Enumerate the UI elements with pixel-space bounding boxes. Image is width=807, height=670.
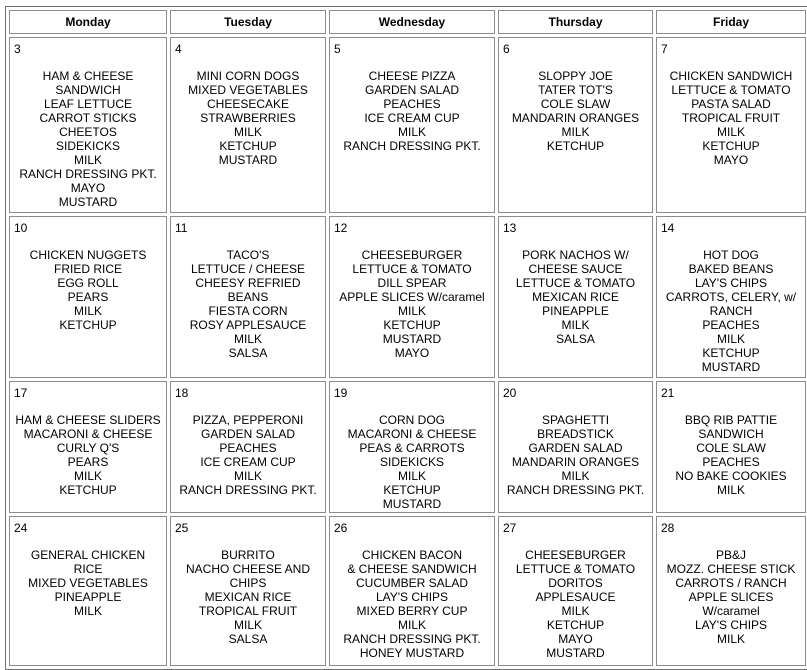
day-cell-wednesday: [329, 381, 495, 513]
menu-item: GARDEN SALAD: [528, 441, 623, 455]
menu-item: KETCHUP: [702, 139, 760, 153]
week-row: [9, 216, 806, 378]
menu-items: [499, 248, 652, 346]
menu-item: MEXICAN RICE: [204, 590, 292, 604]
menu-item: SIDEKICKS: [55, 139, 121, 153]
menu-item: BEANS: [227, 290, 269, 304]
menu-item: MUSTARD: [218, 153, 278, 167]
menu-item: PEACHES: [219, 441, 277, 455]
menu-item: MILK: [233, 332, 262, 346]
date-number: 25: [175, 521, 189, 535]
date-number: 18: [175, 386, 189, 400]
menu-items: [330, 413, 494, 511]
menu-item: MILK: [233, 618, 262, 632]
menu-item: KETCHUP: [219, 139, 277, 153]
date-number: 19: [334, 386, 348, 400]
day-cell-wednesday: [329, 37, 495, 213]
day-cell-monday: [9, 516, 167, 666]
menu-item: GENERAL CHICKEN: [30, 548, 146, 562]
day-header-thursday: Thursday: [498, 10, 653, 34]
menu-item: MAYO: [394, 346, 430, 360]
menu-item: MIXED VEGETABLES: [188, 83, 308, 97]
menu-item: MUSTARD: [546, 646, 605, 660]
menu-item: RANCH DRESSING PKT.: [179, 483, 317, 497]
menu-item: MAYO: [70, 181, 106, 195]
menu-item: SALSA: [228, 346, 268, 360]
menu-item: KETCHUP: [59, 318, 117, 332]
menu-item: PEACHES: [383, 97, 441, 111]
menu-item: MILK: [73, 469, 102, 483]
menu-item: MUSTARD: [58, 195, 118, 209]
menu-item: MANDARIN ORANGES: [511, 111, 640, 125]
week-row: [9, 381, 806, 513]
menu-item: PEARS: [67, 290, 109, 304]
menu-item: CHEESECAKE: [206, 97, 290, 111]
menu-item: MILK: [397, 618, 426, 632]
menu-item: SPAGHETTI: [541, 413, 610, 427]
day-cell-thursday: [498, 381, 653, 513]
menu-item: KETCHUP: [546, 139, 605, 153]
menu-item: & CHEESE SANDWICH: [347, 562, 477, 576]
day-header-monday: Monday: [9, 10, 167, 34]
menu-item: TROPICAL FRUIT: [198, 604, 298, 618]
menu-item: PASTA SALAD: [691, 97, 771, 111]
menu-item: CUCUMBER SALAD: [355, 576, 469, 590]
menu-item: MILK: [716, 332, 745, 346]
menu-item: LETTUCE & TOMATO: [671, 83, 791, 97]
menu-items: [330, 548, 494, 660]
date-number: 10: [14, 221, 28, 235]
date-number: 6: [503, 42, 510, 56]
menu-item: LAY'S CHIPS: [694, 618, 768, 632]
menu-item: PEAS & CARROTS: [359, 441, 465, 455]
day-cell-thursday: [498, 37, 653, 213]
menu-item: BURRITO: [221, 548, 275, 562]
menu-items: [657, 413, 805, 497]
menu-items: [10, 413, 166, 497]
menu-item: MUSTARD: [382, 332, 442, 346]
menu-item: MILK: [561, 469, 590, 483]
menu-item: MILK: [716, 632, 745, 646]
lunch-menu-calendar: [5, 6, 807, 670]
day-cell-thursday: [498, 216, 653, 378]
menu-item: HAM & CHEESE: [42, 69, 134, 83]
menu-item: FRIED RICE: [53, 262, 122, 276]
day-cell-tuesday: [170, 216, 326, 378]
menu-items: [330, 69, 494, 153]
menu-item: MACARONI & CHEESE: [23, 427, 153, 441]
menu-item: APPLE SLICES W/caramel: [339, 290, 485, 304]
menu-items: [171, 248, 325, 360]
day-cell-thursday: [498, 516, 653, 666]
menu-item: SALSA: [556, 332, 595, 346]
date-number: 14: [661, 221, 675, 235]
menu-item: MOZZ. CHEESE STICK: [666, 562, 796, 576]
menu-item: KETCHUP: [59, 483, 117, 497]
menu-item: MILK: [561, 604, 590, 618]
menu-item: HAM & CHEESE SLIDERS: [15, 413, 161, 427]
menu-item: SALSA: [228, 632, 268, 646]
date-number: 12: [334, 221, 348, 235]
menu-item: STRAWBERRIES: [200, 111, 296, 125]
menu-item: MEXICAN RICE: [532, 290, 619, 304]
menu-item: APPLESAUCE: [535, 590, 616, 604]
menu-item: BBQ RIB PATTIE: [684, 413, 778, 427]
menu-item: MILK: [397, 469, 426, 483]
day-cell-wednesday: [329, 516, 495, 666]
menu-item: APPLE SLICES: [688, 590, 774, 604]
menu-item: MILK: [561, 318, 590, 332]
date-number: 26: [334, 521, 348, 535]
menu-item: PINEAPPLE: [542, 304, 609, 318]
menu-item: CARROTS, CELERY, w/: [665, 290, 797, 304]
menu-item: MILK: [561, 125, 590, 139]
weekday-header-row: [9, 10, 806, 34]
menu-item: CHEETOS: [59, 125, 117, 139]
menu-item: CHEESE PIZZA: [368, 69, 456, 83]
menu-item: MIXED BERRY CUP: [356, 604, 468, 618]
menu-items: [10, 69, 166, 209]
menu-item: BREADSTICK: [537, 427, 614, 441]
menu-item: MANDARIN ORANGES: [511, 455, 640, 469]
date-number: 27: [503, 521, 517, 535]
menu-items: [657, 69, 805, 167]
menu-item: MACARONI & CHEESE: [347, 427, 477, 441]
menu-items: [499, 69, 652, 153]
date-number: 3: [14, 42, 21, 56]
menu-item: EGG ROLL: [57, 276, 119, 290]
menu-item: RANCH DRESSING PKT.: [343, 632, 481, 646]
menu-item: NO BAKE COOKIES: [675, 469, 787, 483]
menu-item: SIDEKICKS: [379, 455, 445, 469]
menu-item: GARDEN SALAD: [364, 83, 460, 97]
menu-item: CURLY Q'S: [56, 441, 120, 455]
date-number: 13: [503, 221, 517, 235]
menu-item: MUSTARD: [701, 360, 761, 374]
menu-item: BAKED BEANS: [688, 262, 774, 276]
menu-item: CHEESEBURGER: [525, 548, 626, 562]
menu-item: KETCHUP: [702, 346, 760, 360]
menu-item: RANCH DRESSING PKT.: [343, 139, 481, 153]
date-number: 24: [14, 521, 28, 535]
menu-item: MILK: [233, 469, 262, 483]
date-number: 7: [661, 42, 668, 56]
day-cell-friday: [656, 516, 806, 666]
menu-item: KETCHUP: [383, 483, 441, 497]
menu-item: LETTUCE / CHEESE: [190, 262, 306, 276]
menu-item: MAYO: [558, 632, 593, 646]
day-cell-monday: [9, 381, 167, 513]
date-number: 5: [334, 42, 341, 56]
day-cell-friday: [656, 37, 806, 213]
menu-item: MIXED VEGETABLES: [28, 576, 148, 590]
menu-item: LAY'S CHIPS: [694, 276, 768, 290]
menu-item: SANDWICH: [55, 83, 121, 97]
day-cell-friday: [656, 381, 806, 513]
menu-item: MILK: [716, 125, 745, 139]
menu-item: PEACHES: [702, 455, 760, 469]
menu-item: RANCH: [709, 304, 753, 318]
menu-item: LETTUCE & TOMATO: [352, 262, 472, 276]
day-cell-monday: [9, 37, 167, 213]
menu-item: PORK NACHOS W/: [522, 248, 629, 262]
menu-item: CHEESE SAUCE: [528, 262, 623, 276]
date-number: 17: [14, 386, 28, 400]
menu-item: CHICKEN BACON: [361, 548, 462, 562]
menu-item: MUSTARD: [382, 497, 442, 511]
menu-items: [171, 69, 325, 167]
menu-item: MINI CORN DOGS: [196, 69, 300, 83]
menu-items: [657, 248, 805, 374]
menu-item: KETCHUP: [546, 618, 605, 632]
menu-item: MILK: [397, 304, 426, 318]
menu-item: PIZZA, PEPPERONI: [192, 413, 304, 427]
date-number: 4: [175, 42, 182, 56]
day-header-friday: Friday: [656, 10, 806, 34]
menu-item: GARDEN SALAD: [200, 427, 296, 441]
menu-item: CARROT STICKS: [39, 111, 137, 125]
menu-items: [657, 548, 805, 646]
menu-item: CHICKEN SANDWICH: [669, 69, 793, 83]
menu-item: COLE SLAW: [540, 97, 611, 111]
day-cell-tuesday: [170, 381, 326, 513]
date-number: 21: [661, 386, 675, 400]
date-number: 28: [661, 521, 675, 535]
menu-item: CHIPS: [229, 576, 267, 590]
day-cell-monday: [9, 216, 167, 378]
week-row: [9, 37, 806, 213]
menu-items: [171, 548, 325, 646]
day-header-tuesday: Tuesday: [170, 10, 326, 34]
day-cell-tuesday: [170, 37, 326, 213]
menu-item: DORITOS: [548, 576, 603, 590]
menu-item: LETTUCE & TOMATO: [515, 562, 636, 576]
menu-item: HONEY MUSTARD: [359, 646, 465, 660]
menu-item: RICE: [73, 562, 103, 576]
menu-item: MILK: [397, 125, 426, 139]
menu-item: MILK: [73, 604, 102, 618]
menu-item: CHEESY REFRIED: [195, 276, 301, 290]
menu-item: ICE CREAM CUP: [364, 111, 460, 125]
menu-item: ICE CREAM CUP: [200, 455, 296, 469]
menu-item: TATER TOT'S: [538, 83, 613, 97]
menu-item: CHICKEN NUGGETS: [29, 248, 147, 262]
menu-items: [330, 248, 494, 360]
menu-item: KETCHUP: [383, 318, 441, 332]
menu-item: MILK: [716, 483, 745, 497]
menu-item: MILK: [233, 125, 262, 139]
menu-item: PINEAPPLE: [54, 590, 122, 604]
menu-item: TROPICAL FRUIT: [681, 111, 781, 125]
menu-item: SANDWICH: [698, 427, 764, 441]
menu-item: COLE SLAW: [696, 441, 766, 455]
menu-item: CORN DOG: [379, 413, 445, 427]
menu-item: ROSY APPLESAUCE: [189, 318, 307, 332]
menu-item: MILK: [73, 153, 102, 167]
menu-items: [499, 413, 652, 497]
day-cell-friday: [656, 216, 806, 378]
menu-item: PEACHES: [702, 318, 760, 332]
week-row: [9, 516, 806, 666]
date-number: 11: [175, 221, 188, 235]
day-cell-tuesday: [170, 516, 326, 666]
menu-items: [499, 548, 652, 660]
day-header-wednesday: Wednesday: [329, 10, 495, 34]
menu-item: CARROTS / RANCH: [675, 576, 787, 590]
menu-item: NACHO CHEESE AND: [185, 562, 311, 576]
menu-items: [10, 248, 166, 332]
menu-item: TACO'S: [226, 248, 270, 262]
menu-items: [171, 413, 325, 497]
date-number: 20: [503, 386, 517, 400]
menu-item: LAY'S CHIPS: [375, 590, 449, 604]
menu-item: DILL SPEAR: [377, 276, 447, 290]
menu-item: SLOPPY JOE: [538, 69, 613, 83]
menu-item: RANCH DRESSING PKT.: [506, 483, 645, 497]
menu-item: LETTUCE & TOMATO: [515, 276, 636, 290]
menu-item: PEARS: [67, 455, 109, 469]
menu-item: FIESTA CORN: [208, 304, 288, 318]
menu-item: RANCH DRESSING PKT.: [19, 167, 157, 181]
menu-item: PB&J: [715, 548, 746, 562]
menu-item: MAYO: [713, 153, 749, 167]
menu-item: MILK: [73, 304, 102, 318]
menu-item: LEAF LETTUCE: [43, 97, 133, 111]
menu-items: [10, 548, 166, 618]
menu-item: HOT DOG: [703, 248, 759, 262]
day-cell-wednesday: [329, 216, 495, 378]
menu-item: W/caramel: [702, 604, 760, 618]
menu-item: CHEESEBURGER: [361, 248, 463, 262]
